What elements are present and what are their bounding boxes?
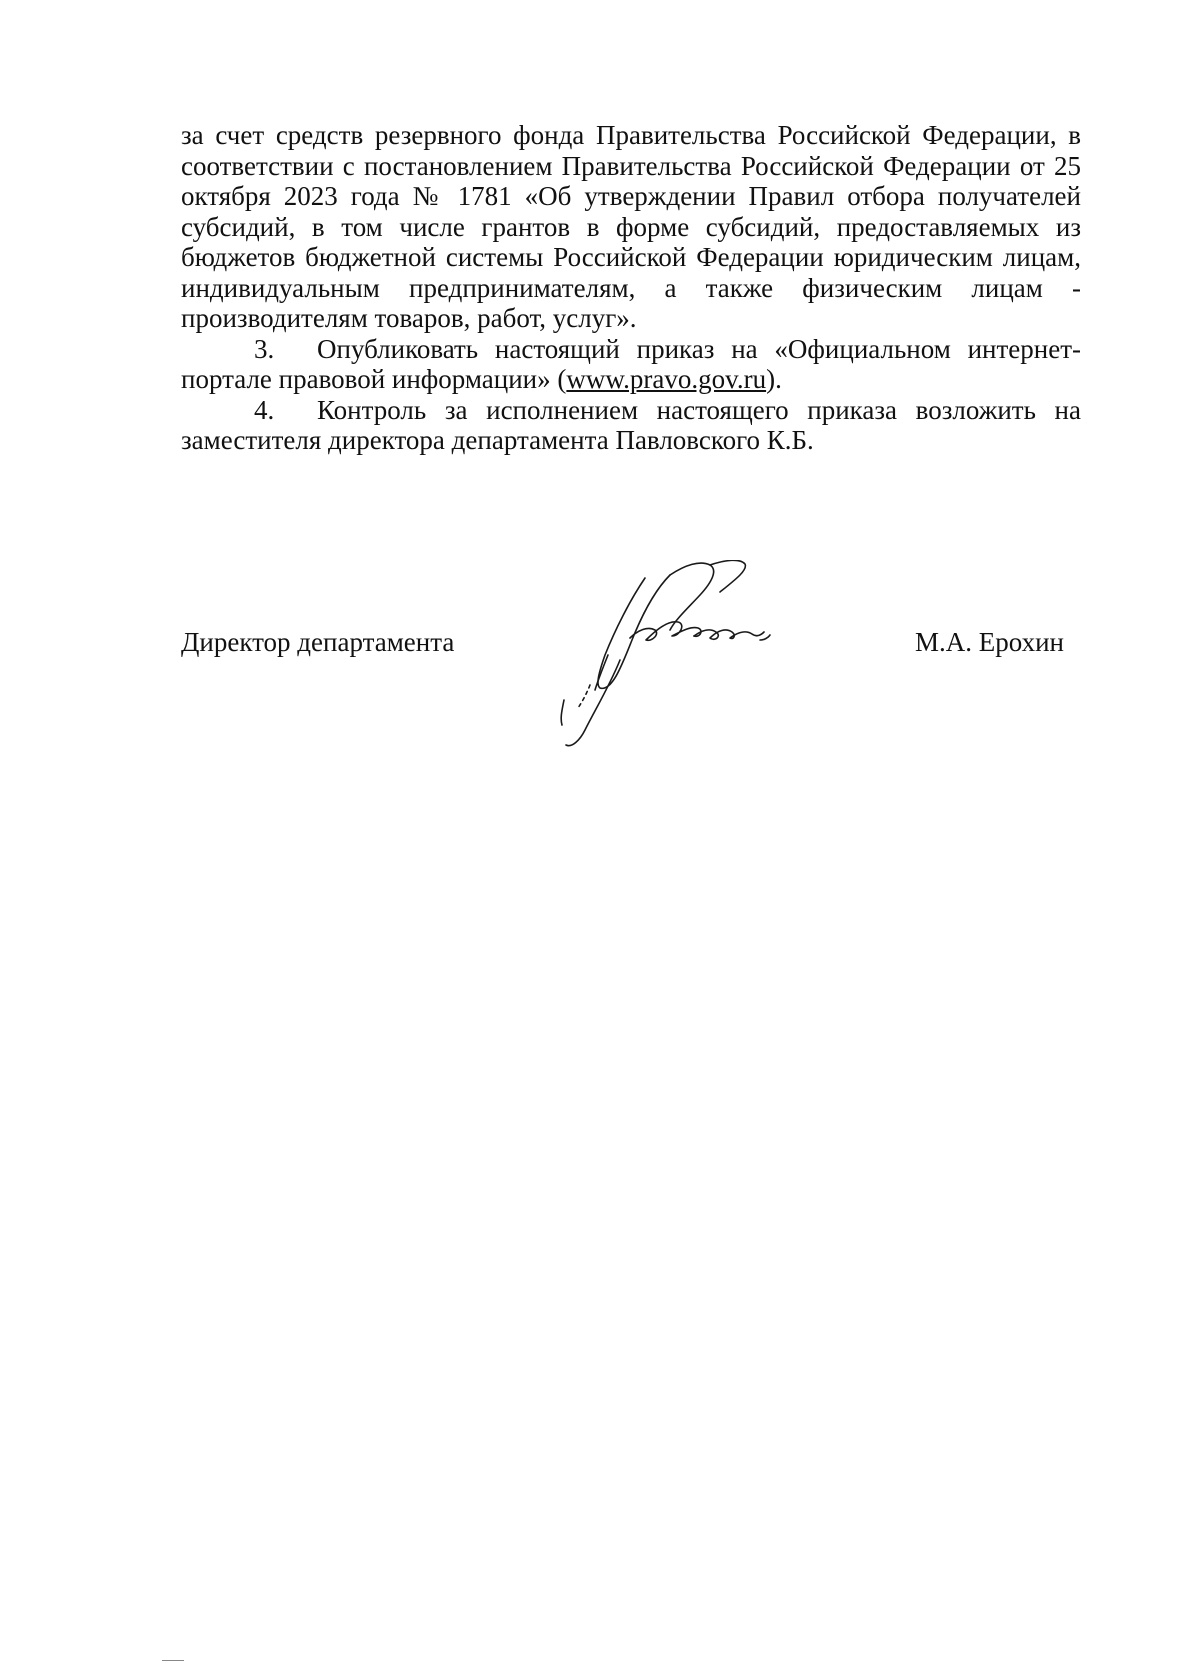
item-3-number: 3. [254,333,275,364]
paragraph-continued: за счет средств резервного фонда Правительства Российской Федерации, в соответствии с постановлением Правительства Российской Федерации от 25 октября 2023 года № 1781 «Об утверждении Правил отбора получателей субсидий, в том числе грантов в форме субсидий, предоставляемых из бюджетов бюджетной системы Российской Федерации юридическим лицам, индивидуальным предпринимателям, а также физическим лицам - производителям товаров, работ, услуг». [181,120,1081,333]
scan-mark [162,1660,184,1661]
item-3-text-end: ). [766,364,782,394]
handwritten-signature [560,560,820,760]
document-body [181,120,1081,456]
signatory-position: Директор департамента [181,627,455,657]
signatory-name: М.А. Ерохин [915,627,1064,657]
pravo-link[interactable]: www.pravo.gov.ru [566,364,767,394]
item-4-number: 4. [254,394,275,425]
item-4-text: Контроль за исполнением настоящего приказа возложить на заместителя директора департамента Павловского К.Б. [181,394,1081,455]
item-3-text: Опубликовать настоящий приказ на «Официальном интернет-портале правовой информации» ( [181,333,1081,394]
item-3 [181,334,1081,395]
item-4 [181,395,1081,456]
